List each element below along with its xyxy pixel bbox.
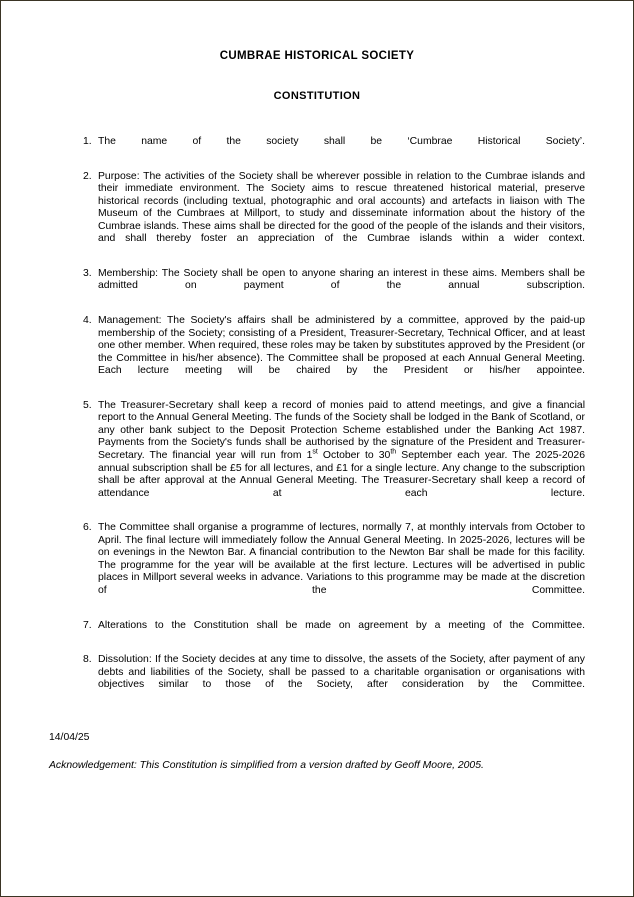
clause-text: The name of the society shall be ‘Cumbrae Historical Society’. — [98, 136, 585, 147]
clause-number: 8. — [83, 654, 92, 666]
clause-list — [49, 103, 585, 704]
title-block — [49, 1, 585, 103]
clause-number: 4. — [83, 315, 92, 327]
clause-item — [83, 654, 585, 704]
clause-text: Membership: The Society shall be open to anyone sharing an interest in these aims. Members shall be admitted on payment of the annual subscription. — [98, 267, 585, 292]
clause-text-part-3: September each year. The 2025-2026 annual subscription shall be £5 for all lectures, and £1 for a single lecture. Any change to the subscription shall be after approval at the Annual General Meeting. The Treasurer-Secretary shall keep a record of attendance at each lecture. — [98, 450, 585, 499]
clause-number: 1. — [83, 136, 92, 147]
document-date: 14/04/25 — [49, 731, 90, 743]
clause-text: The Committee shall organise a programme of lectures, normally 7, at monthly intervals from October to April. The final lecture will immediately follow the Annual General Meeting. In 2025-2026, lectures will be on evenings in the Newton Bar. A financial contribution to the Newton Bar shall be made for this facility. The programme for the year will be available at the first lecture. Lectures will be advertised in public places in Millport several weeks in advance. Variations to this programme may be made at the discretion of the Committee. — [98, 522, 585, 596]
clause-item — [83, 136, 585, 161]
clause-number: 2. — [83, 170, 92, 182]
clause-number: 6. — [83, 522, 92, 534]
acknowledgement-note: Acknowledgement: This Constitution is simplified from a version drafted by Geoff Moore, 2005. — [49, 760, 484, 772]
clause-text: Management: The Society's affairs shall be administered by a committee, approved by the paid-up membership of the Society; consisting of a President, Treasurer-Secretary, Technical Officer, and at least one other member. When required, these roles may be taken by substitutes approved by the President (or the Committee in his/her absence). The Committee shall be proposed at each Annual General Meeting. Each lecture meeting will be chaired by the President or his/her appointee. — [98, 315, 585, 377]
clause-number: 3. — [83, 267, 92, 279]
clause-item — [83, 522, 585, 610]
clause-text — [98, 400, 585, 513]
clause-item — [83, 268, 585, 306]
clause-number: 5. — [83, 399, 92, 411]
clause-item — [83, 171, 585, 259]
clause-text-part-2: October to 30 — [317, 450, 391, 462]
clause-text: Dissolution: If the Society decides at any time to dissolve, the assets of the Society, after payment of any debts and liabilities of the Society, shall be passed to a charitable organisation or organisations with objectives similar to those of the Society, after consideration by the Committee. — [98, 654, 585, 691]
page-subtitle: CONSTITUTION — [273, 90, 361, 102]
clause-item — [83, 315, 585, 390]
clause-text: Purpose: The activities of the Society shall be wherever possible in relation to the Cumbrae islands and their immediate environment. The Society aims to rescue threatened historical material, preserve historical records (including textual, photographic and oral accounts) and artefacts in liaison with The Museum of the Cumbraes at Millport, to study and disseminate information about the history of the Cumbrae islands. These aims shall be directed for the good of the people of the islands and their visitors, and shall thereby foster an appreciation of the Cumbrae islands within a wider context. — [98, 170, 585, 245]
page-title: CUMBRAE HISTORICAL SOCIETY — [219, 50, 415, 62]
ordinal-suffix-thirtieth: th — [390, 448, 397, 456]
clause-text-part-1: The Treasurer-Secretary shall keep a record of monies paid to attend meetings, and give a financial report to the Annual General Meeting. The funds of the Society shall be lodged in the Bank of Scotland, or any other bank subject to the Deposit Protection Scheme established under the Banking Act 1987. Payments from the Society's funds shall be authorised by the signature of the President and Treasurer-Secretary. The financial year will run from 1 — [98, 399, 585, 462]
document-body — [1, 1, 633, 773]
clause-number: 7. — [83, 619, 92, 631]
ordinal-suffix-first: st — [312, 448, 318, 456]
clause-item — [83, 620, 585, 645]
clause-text: Alterations to the Constitution shall be made on agreement by a meeting of the Committee. — [98, 619, 585, 631]
clause-item — [83, 400, 585, 513]
